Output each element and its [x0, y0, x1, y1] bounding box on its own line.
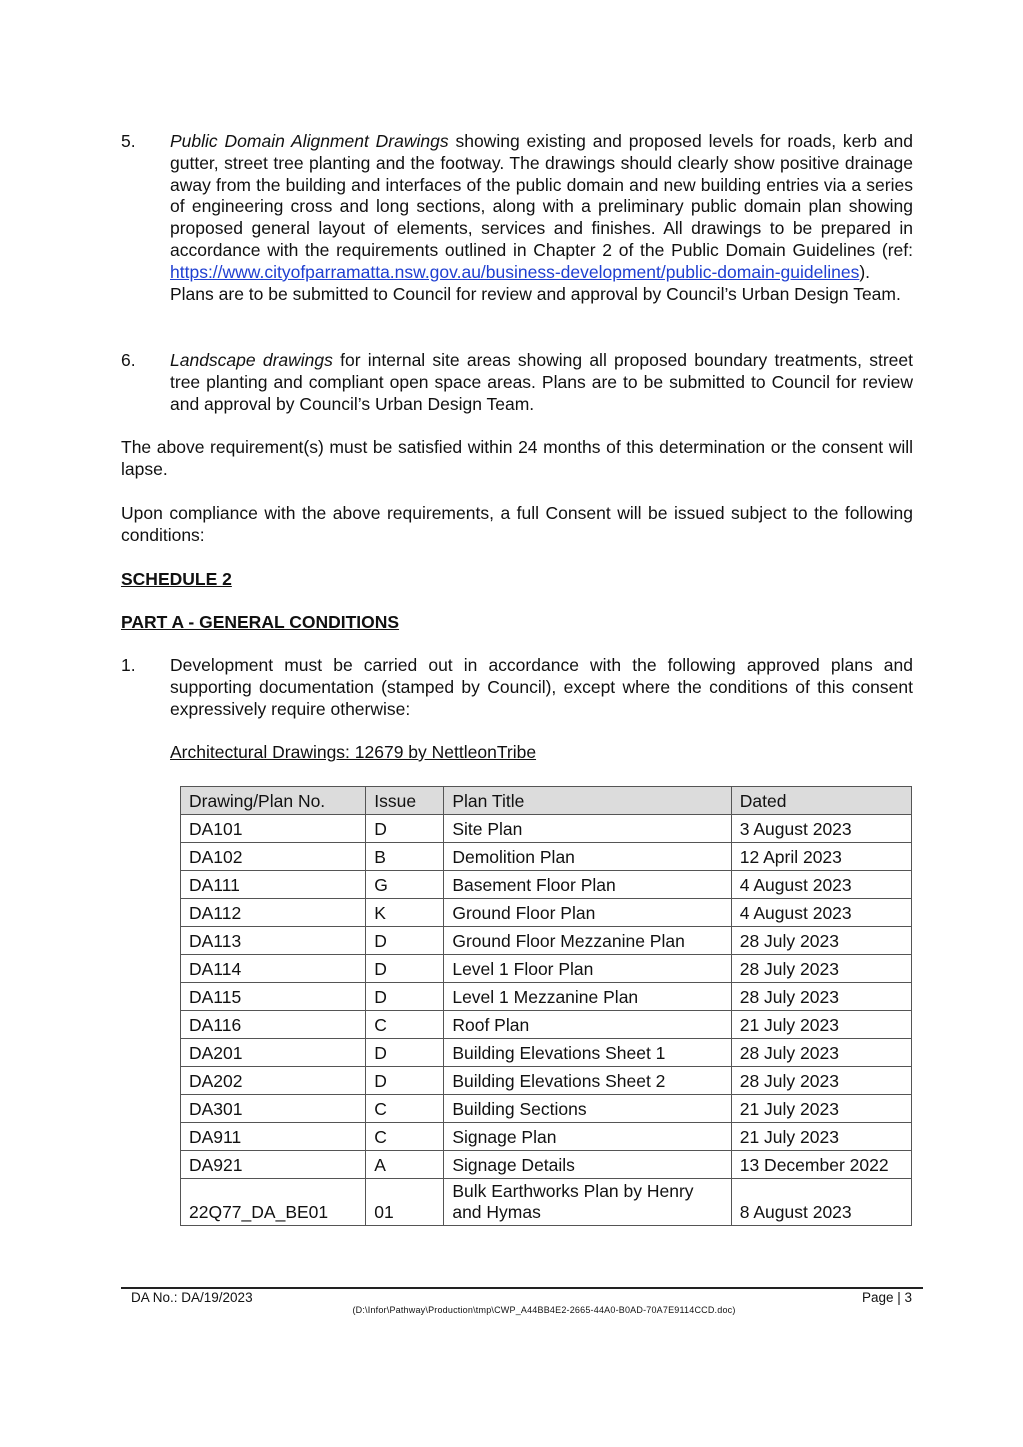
table-row [181, 1179, 912, 1226]
table-cell: DA112 [181, 899, 366, 927]
table-row [181, 871, 912, 899]
table-cell: 28 July 2023 [731, 927, 911, 955]
table-cell: Ground Floor Plan [444, 899, 731, 927]
table-cell: 4 August 2023 [731, 899, 911, 927]
table-cell: Roof Plan [444, 1011, 731, 1039]
item-body [170, 131, 913, 305]
table-cell: Building Elevations Sheet 1 [444, 1039, 731, 1067]
table-cell: C [366, 1123, 444, 1151]
table-cell: DA201 [181, 1039, 366, 1067]
table-cell: Building Elevations Sheet 2 [444, 1067, 731, 1095]
table-row [181, 843, 912, 871]
table-header-row [181, 787, 912, 815]
approved-plans-table [180, 786, 912, 1226]
table-cell: D [366, 927, 444, 955]
column-header: Dated [731, 787, 911, 815]
item-body [170, 350, 913, 415]
item-text: for internal site areas showing all proposed boundary treatments, street tree planting and compliant open space areas. Plans are to be submitted to Council for review and approval by Council’s Urban Design Team. [170, 350, 913, 414]
table-cell: D [366, 1067, 444, 1095]
item-number: 5. [121, 131, 136, 151]
footer-page-number: Page | 3 [862, 1290, 913, 1305]
table-cell: D [366, 955, 444, 983]
table-cell: 3 August 2023 [731, 815, 911, 843]
table-cell: D [366, 1039, 444, 1067]
table-cell: DA116 [181, 1011, 366, 1039]
table-cell: DA113 [181, 927, 366, 955]
part-a-heading: PART A - GENERAL CONDITIONS [121, 612, 400, 632]
item-text-continued: ). Plans are to be submitted to Council for review and approval by Council’s Urban Design Team. [170, 261, 901, 304]
table-cell: Basement Floor Plan [444, 871, 731, 899]
compliance-paragraph: Upon compliance with the above requirements, a full Consent will be issued subject to the following conditions: [121, 503, 913, 545]
table-row [181, 1067, 912, 1095]
table-row [181, 1123, 912, 1151]
table-row [181, 983, 912, 1011]
table-cell: 28 July 2023 [731, 983, 911, 1011]
table-cell: DA301 [181, 1095, 366, 1123]
condition-text: Development must be carried out in accordance with the following approved plans and supporting documentation (stamped by Council), except where the conditions of this consent expressively require otherwise: [170, 655, 913, 719]
column-header: Issue [366, 787, 444, 815]
condition-1 [121, 655, 913, 720]
column-header: Drawing/Plan No. [181, 787, 366, 815]
footer-da-number: DA No.: DA/19/2023 [131, 1290, 253, 1305]
item-number: 6. [121, 350, 136, 370]
table-cell: 4 August 2023 [731, 871, 911, 899]
drawings-heading: Architectural Drawings: 12679 by NettleonTribe [170, 742, 537, 762]
table-row [181, 899, 912, 927]
table-row [181, 815, 912, 843]
table-cell: Bulk Earthworks Plan by Henry and Hymas [444, 1179, 731, 1226]
table-cell: DA921 [181, 1151, 366, 1179]
table-cell: DA101 [181, 815, 366, 843]
table-cell: 13 December 2022 [731, 1151, 911, 1179]
table-cell: Ground Floor Mezzanine Plan [444, 927, 731, 955]
table-cell: B [366, 843, 444, 871]
guidelines-link[interactable]: https://www.cityofparramatta.nsw.gov.au/business-development/public-domain-guidelines [170, 261, 860, 282]
table-cell: Signage Details [444, 1151, 731, 1179]
table-cell: 21 July 2023 [731, 1011, 911, 1039]
item-text: showing existing and proposed levels for roads, kerb and gutter, street tree planting and the footway. The drawings should clearly show positive drainage away from the building and interfaces of the public domain and new building entries via a series of engineering cross and long sections, along with a preliminary public domain plan showing proposed general layout of elements, services and finishes. All drawings to be prepared in accordance with the requirements outlined in Chapter 2 of the Public Domain Guidelines (ref: [170, 131, 913, 260]
list-item-5 [121, 131, 913, 305]
table-cell: DA115 [181, 983, 366, 1011]
table-cell: 28 July 2023 [731, 1039, 911, 1067]
table-cell: 28 July 2023 [731, 955, 911, 983]
table-cell: Site Plan [444, 815, 731, 843]
item-title: Public Domain Alignment Drawings [170, 131, 449, 151]
table-cell: Signage Plan [444, 1123, 731, 1151]
lapse-paragraph: The above requirement(s) must be satisfied within 24 months of this determination or the consent will lapse. [121, 437, 913, 479]
table-cell: Level 1 Mezzanine Plan [444, 983, 731, 1011]
table-cell: 21 July 2023 [731, 1123, 911, 1151]
table-row [181, 1095, 912, 1123]
table-cell: 21 July 2023 [731, 1095, 911, 1123]
table-cell: D [366, 815, 444, 843]
table-cell: A [366, 1151, 444, 1179]
table-row [181, 955, 912, 983]
table-cell: Level 1 Floor Plan [444, 955, 731, 983]
table-row [181, 1151, 912, 1179]
table-cell: DA911 [181, 1123, 366, 1151]
table-row [181, 927, 912, 955]
table-cell: Demolition Plan [444, 843, 731, 871]
table-cell: 22Q77_DA_BE01 [181, 1179, 366, 1226]
table-cell: 12 April 2023 [731, 843, 911, 871]
table-cell: DA102 [181, 843, 366, 871]
table-cell: 28 July 2023 [731, 1067, 911, 1095]
footer-file-path: (D:\Infor\Pathway\Production\tmp\CWP_A44BB4E2-2665-44A0-B0AD-70A7E9114CCD.doc) [352, 1305, 736, 1315]
table-cell: D [366, 983, 444, 1011]
table-cell: 8 August 2023 [731, 1179, 911, 1226]
table-cell: C [366, 1011, 444, 1039]
item-title: Landscape drawings [170, 350, 333, 370]
table-cell: 01 [366, 1179, 444, 1226]
column-header: Plan Title [444, 787, 731, 815]
list-item-6 [121, 350, 913, 415]
schedule-heading: SCHEDULE 2 [121, 569, 232, 589]
table-cell: K [366, 899, 444, 927]
table-cell: C [366, 1095, 444, 1123]
table-cell: DA111 [181, 871, 366, 899]
table-row [181, 1011, 912, 1039]
condition-number: 1. [121, 655, 136, 675]
footer-divider [121, 1287, 923, 1289]
table-cell: DA114 [181, 955, 366, 983]
table-row [181, 1039, 912, 1067]
table-cell: DA202 [181, 1067, 366, 1095]
table-cell: G [366, 871, 444, 899]
table-cell: Building Sections [444, 1095, 731, 1123]
